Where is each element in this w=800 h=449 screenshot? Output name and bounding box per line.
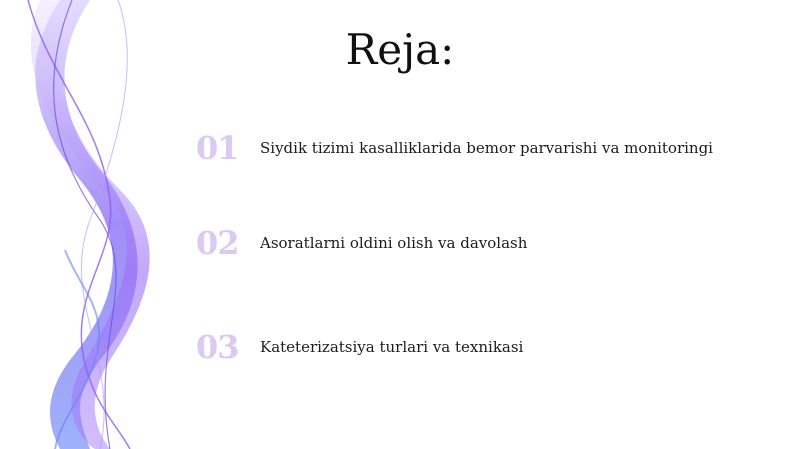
agenda-number: 02 — [196, 224, 239, 262]
agenda-text: Siydik tizimi kasalliklarida bemor parvarishi va monitoringi — [260, 139, 713, 157]
agenda-text: Asoratlarni oldini olish va davolash — [260, 234, 528, 252]
agenda-item — [196, 223, 776, 273]
slide-title: Reja: — [345, 25, 455, 74]
agenda-number: 01 — [196, 129, 239, 167]
purple-smoke-ribbon — [0, 0, 200, 449]
agenda-text: Kateterizatsiya turlari va texnikasi — [260, 338, 524, 356]
agenda-number: 03 — [196, 328, 239, 366]
agenda-item — [196, 327, 776, 377]
agenda-item — [196, 128, 776, 178]
